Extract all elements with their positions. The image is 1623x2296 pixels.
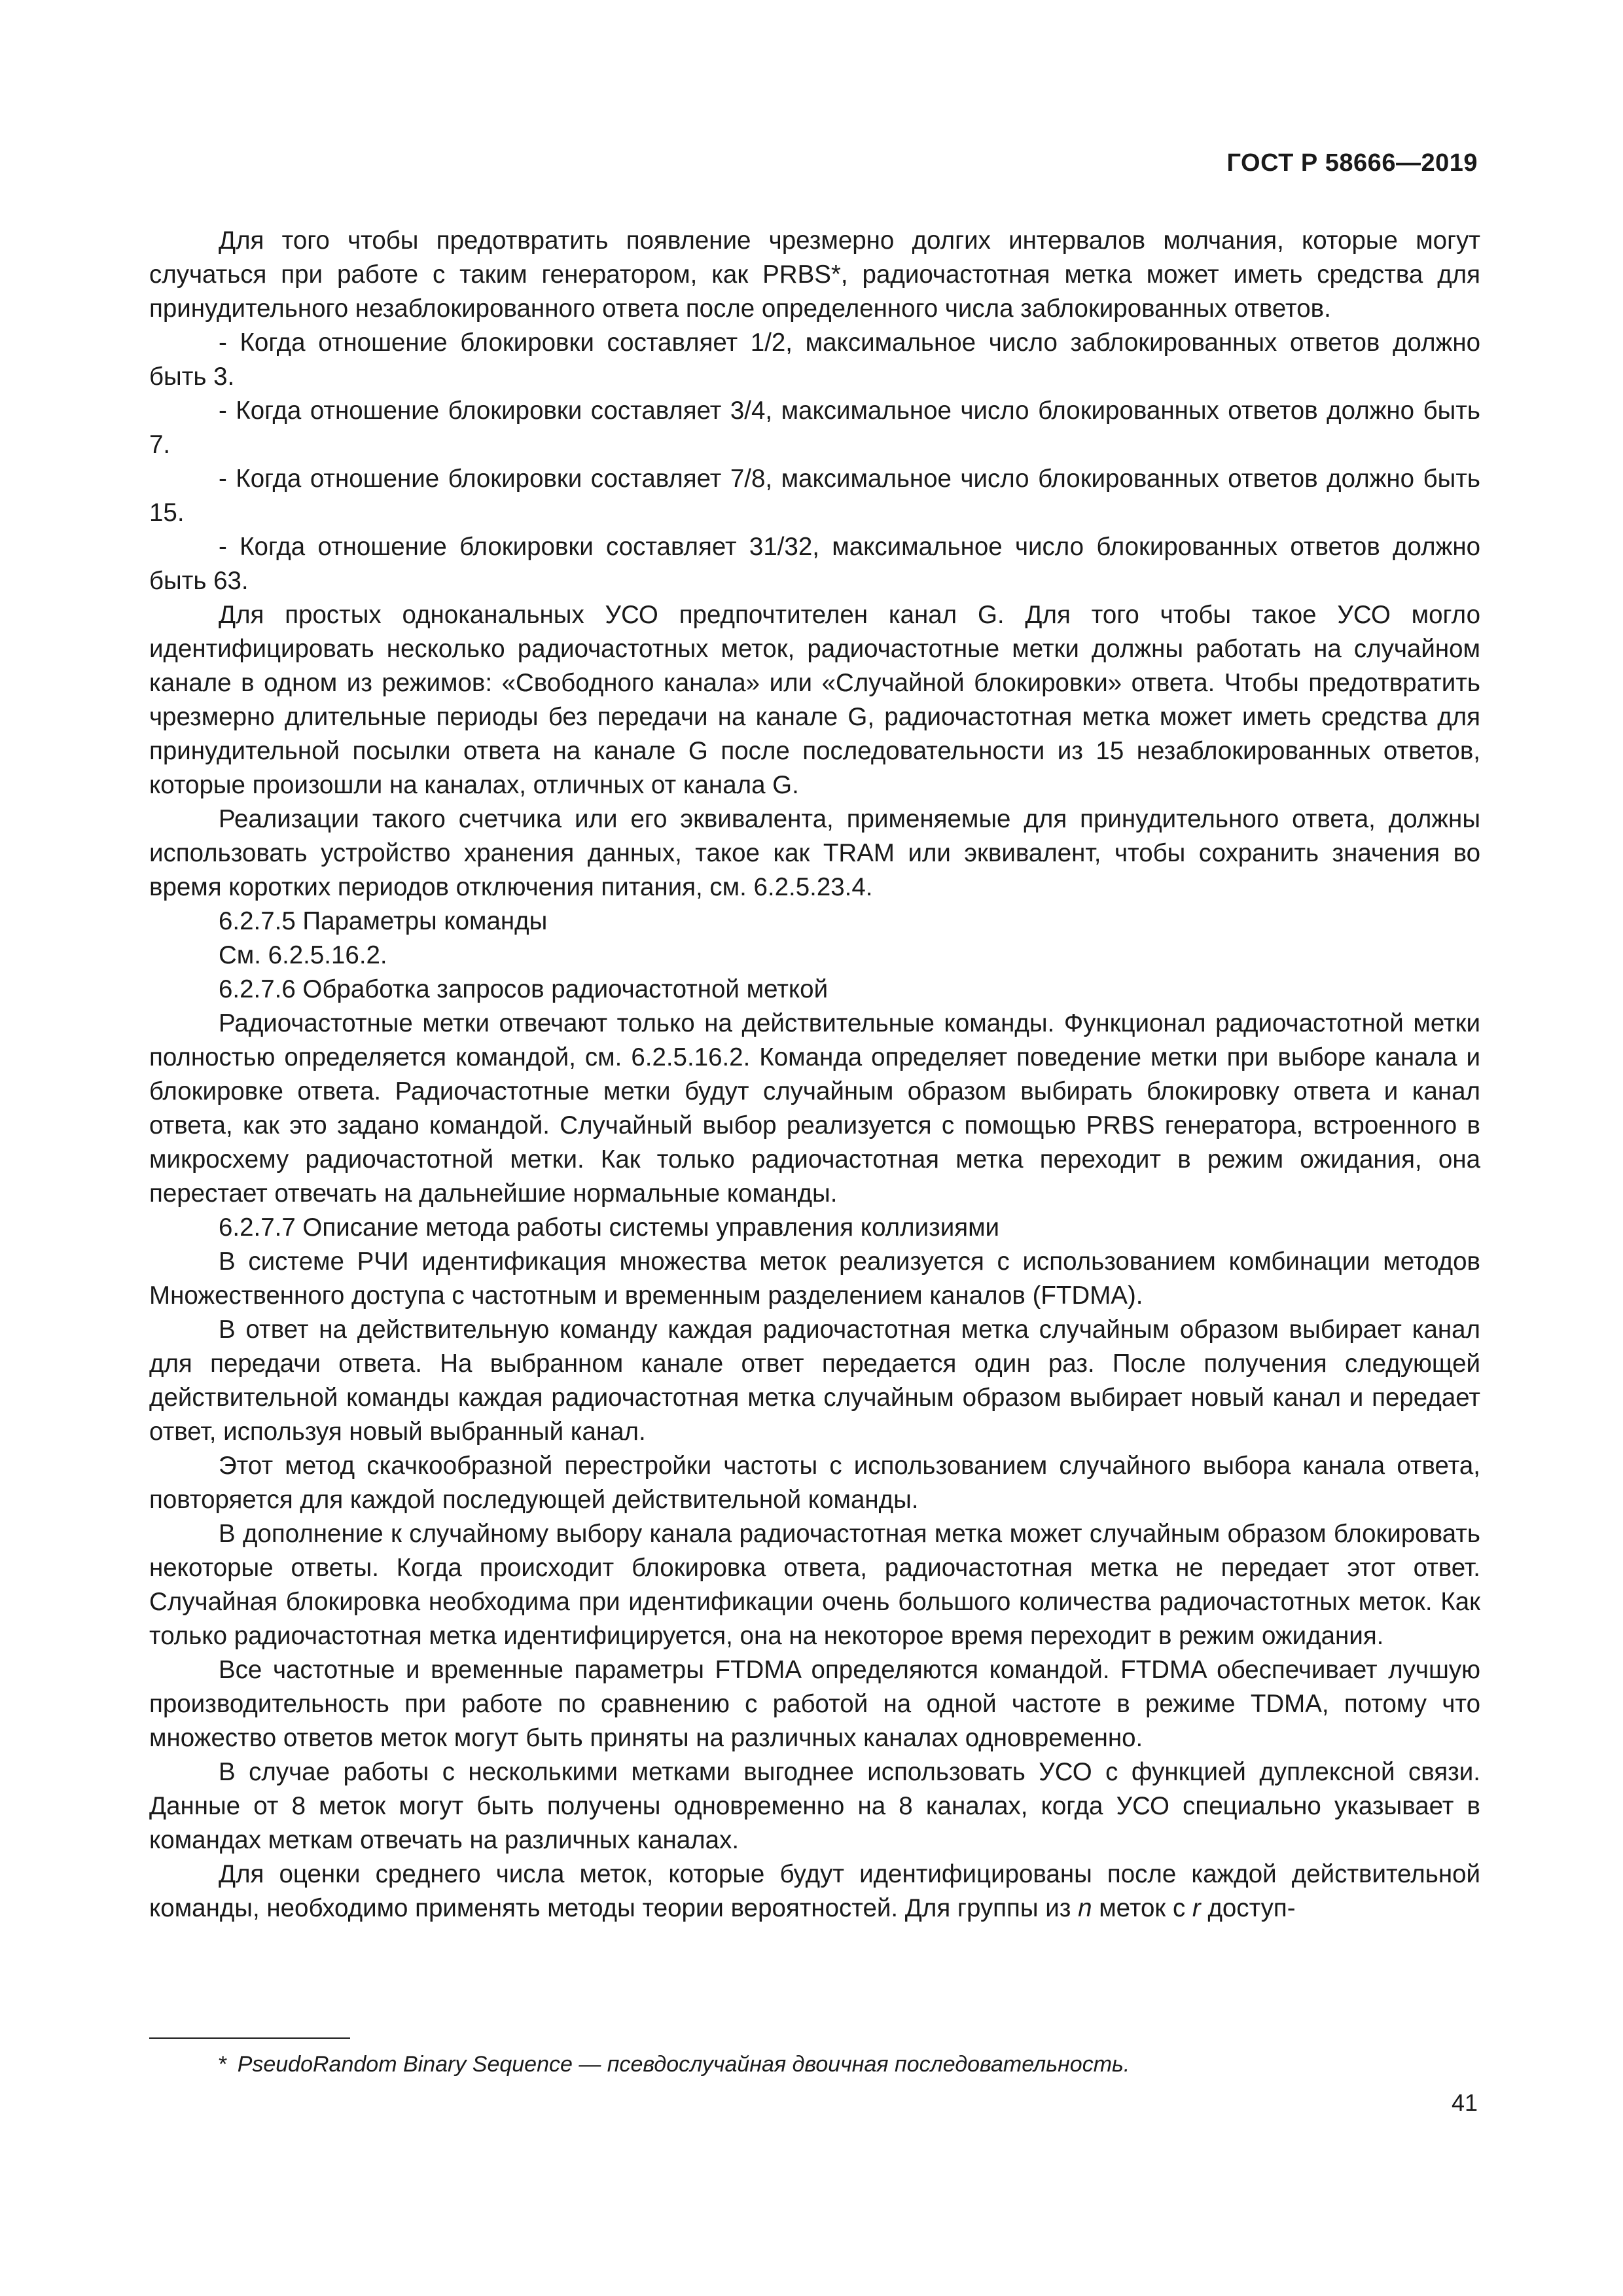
variable-n: n: [1078, 1894, 1092, 1922]
footnote-text: PseudoRandom Binary Sequence — псевдослучайная двоичная последовательность.: [237, 2052, 1130, 2077]
footnote: [219, 2050, 1462, 2079]
paragraph: Для того чтобы предотвратить появление чрезмерно долгих интервалов молчания, которые могут случаться при работе с таким генератором, как PRBS*, радиочастотная метка может иметь средства для принудительного незаблокированного ответа после определенного числа заблокированных ответов.: [149, 226, 1480, 323]
paragraph: Все частотные и временные параметры FTDMA определяются командой. FTDMA обеспечивает лучшую производительность при работе по сравнению с работой на одной частоте в режиме TDMA, потому что множество ответов меток могут быть приняты на различных каналах одновременно.: [149, 1656, 1480, 1752]
paragraph: Для простых одноканальных УСО предпочтителен канал G. Для того чтобы такое УСО могло идентифицировать несколько радиочастотных меток, радиочастотные метки должны работать на случайном канале в одном из режимов: «Свободного канала» или «Случайной блокировки» ответа. Чтобы предотвратить чрезмерно длительные периоды без передачи на канале G, радиочастотная метка может иметь средства для принудительной посылки ответа на канале G после последовательности из 15 незаблокированных ответов, которые произошли на каналах, отличных от канала G.: [149, 601, 1480, 799]
clause-heading: 6.2.7.6 Обработка запросов радиочастотной меткой: [219, 975, 829, 1003]
clause-heading: 6.2.7.7 Описание метода работы системы управления коллизиями: [219, 1213, 1000, 1242]
footnote-mark: *: [219, 2052, 228, 2077]
list-item: - Когда отношение блокировки составляет 7/8, максимальное число блокированных ответов должно быть 15.: [149, 465, 1480, 527]
list-item: - Когда отношение блокировки составляет 1/2, максимальное число заблокированных ответов должно быть 3.: [149, 329, 1480, 391]
footnote-separator: [149, 2037, 350, 2039]
paragraph: Реализации такого счетчика или его эквивалента, применяемые для принудительного ответа, должны использовать устройство хранения данных, такое как TRAM или эквивалент, чтобы сохранить значения во время коротких периодов отключения питания, см. 6.2.5.23.4.: [149, 805, 1480, 901]
list-item: - Когда отношение блокировки составляет 31/32, максимальное число блокированных ответов должно быть 63.: [149, 533, 1480, 595]
standard-code: ГОСТ Р 58666—2019: [1226, 149, 1478, 177]
clause-heading: 6.2.7.5 Параметры команды: [219, 907, 548, 935]
variable-r: r: [1192, 1894, 1201, 1922]
paragraph-last: Для оценки среднего числа меток, которые будут идентифицированы после каждой действительной команды, необходимо применять методы теории вероятностей. Для группы из n меток с r доступ-: [149, 1860, 1480, 1922]
page-number: 41: [1451, 2089, 1478, 2116]
paragraph: Этот метод скачкообразной перестройки частоты с использованием случайного выбора канала ответа, повторяется для каждой последующей действительной команды.: [149, 1452, 1480, 1514]
list-item: - Когда отношение блокировки составляет 3/4, максимальное число блокированных ответов должно быть 7.: [149, 397, 1480, 459]
cross-reference: См. 6.2.5.16.2.: [219, 941, 387, 969]
paragraph: В системе РЧИ идентификация множества меток реализуется с использованием комбинации методов Множественного доступа с частотным и временным разделением каналов (FTDMA).: [149, 1247, 1480, 1310]
paragraph: В случае работы с несколькими метками выгоднее использовать УСО с функцией дуплексной связи. Данные от 8 меток могут быть получены одновременно на 8 каналах, когда УСО специально указывает в командах меткам отвечать на различных каналах.: [149, 1758, 1480, 1854]
paragraph: Радиочастотные метки отвечают только на действительные команды. Функционал радиочастотной метки полностью определяется командой, см. 6.2.5.16.2. Команда определяет поведение метки при выборе канала и блокировке ответа. Радиочастотные метки будут случайным образом выбирать блокировку ответа и канал ответа, как это задано командой. Случайный выбор реализуется с помощью PRBS генератора, встроенного в микросхему радиочастотной метки. Как только радиочастотная метка переходит в режим ожидания, она перестает отвечать на дальнейшие нормальные команды.: [149, 1009, 1480, 1208]
paragraph: В дополнение к случайному выбору канала радиочастотная метка может случайным образом блокировать некоторые ответы. Когда происходит блокировка ответа, радиочастотная метка не передает этот ответ. Случайная блокировка необходима при идентификации очень большого количества радиочастотных меток. Как только радиочастотная метка идентифицируется, она на некоторое время переходит в режим ожидания.: [149, 1520, 1480, 1650]
paragraph: В ответ на действительную команду каждая радиочастотная метка случайным образом выбирает канал для передачи ответа. На выбранном канале ответ передается один раз. После получения следующей действительной команды каждая радиочастотная метка случайным образом выбирает новый канал и передает ответ, используя новый выбранный канал.: [149, 1316, 1480, 1446]
document-body: [149, 224, 1480, 1926]
